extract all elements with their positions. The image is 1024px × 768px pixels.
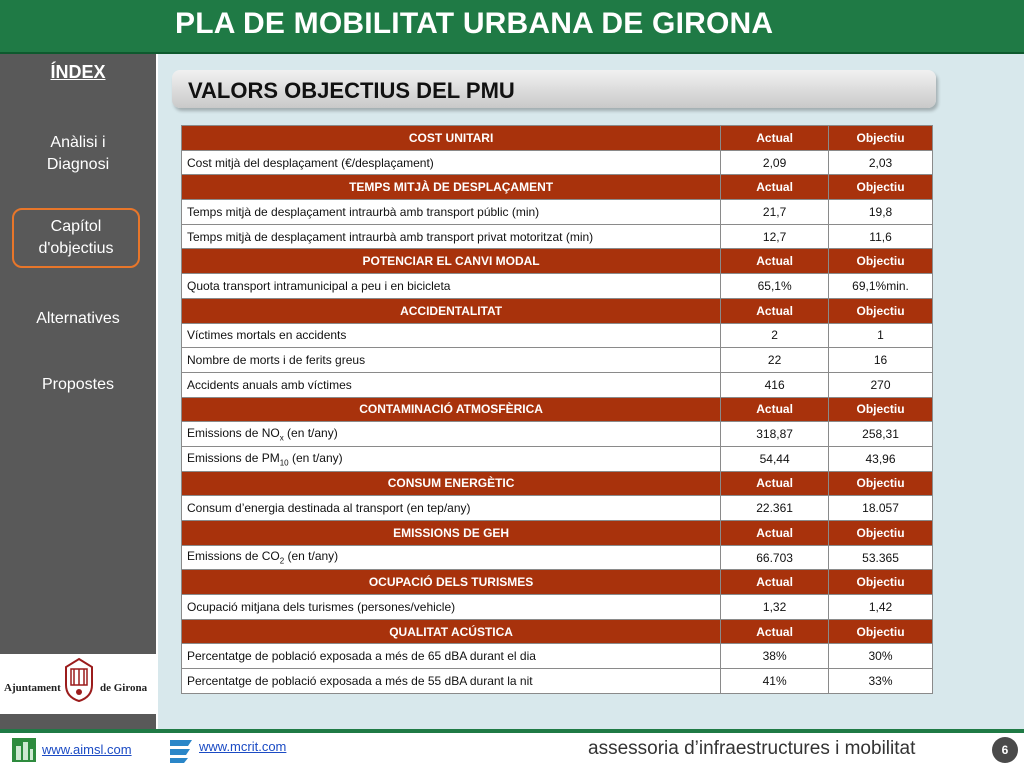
row-label bbox=[182, 422, 721, 447]
page-number-badge: 6 bbox=[992, 737, 1018, 763]
column-header-objectiu: Objectiu bbox=[829, 521, 933, 546]
column-header-actual: Actual bbox=[721, 521, 829, 546]
column-header-actual: Actual bbox=[721, 175, 829, 200]
value-actual: 12,7 bbox=[721, 224, 829, 249]
table-row bbox=[182, 224, 933, 249]
value-objectiu: 258,31 bbox=[829, 422, 933, 447]
table-row bbox=[182, 545, 933, 570]
mcrit-logo-icon bbox=[168, 736, 194, 764]
value-actual: 318,87 bbox=[721, 422, 829, 447]
value-objectiu: 69,1%min. bbox=[829, 274, 933, 299]
row-label: Temps mitjà de desplaçament intraurbà amb transport públic (min) bbox=[182, 200, 721, 225]
section-header-row bbox=[182, 521, 933, 546]
section-header-row bbox=[182, 397, 933, 422]
value-objectiu: 1 bbox=[829, 323, 933, 348]
sidebar-index-heading[interactable]: ÍNDEX bbox=[50, 62, 106, 82]
table-row bbox=[182, 496, 933, 521]
row-label bbox=[182, 545, 721, 570]
column-header-objectiu: Objectiu bbox=[829, 126, 933, 151]
column-header-objectiu: Objectiu bbox=[829, 471, 933, 496]
column-header-objectiu: Objectiu bbox=[829, 397, 933, 422]
section-header-row bbox=[182, 249, 933, 274]
value-actual: 21,7 bbox=[721, 200, 829, 225]
value-actual: 2 bbox=[721, 323, 829, 348]
column-header-actual: Actual bbox=[721, 298, 829, 323]
section-title-box bbox=[172, 70, 936, 108]
sidebar-item-label: Diagnosi bbox=[46, 156, 110, 173]
sidebar bbox=[0, 54, 156, 729]
section-header-row bbox=[182, 570, 933, 595]
aimsl-link[interactable]: www.aimsl.com bbox=[42, 742, 132, 757]
title-bar bbox=[0, 0, 1024, 52]
table-row bbox=[182, 274, 933, 299]
row-label: Víctimes mortals en accidents bbox=[182, 323, 721, 348]
section-header-title: POTENCIAR EL CANVI MODAL bbox=[182, 249, 721, 274]
column-header-actual: Actual bbox=[721, 397, 829, 422]
value-objectiu: 53.365 bbox=[829, 545, 933, 570]
value-actual: 1,32 bbox=[721, 595, 829, 620]
row-label-text: Emissions de CO bbox=[187, 549, 280, 564]
mcrit-link[interactable]: www.mcrit.com bbox=[199, 739, 287, 754]
column-header-actual: Actual bbox=[721, 126, 829, 151]
row-label: Consum d’energia destinada al transport (en tep/any) bbox=[182, 496, 721, 521]
sidebar-item-label: Anàlisi i bbox=[50, 134, 106, 151]
value-actual: 54,44 bbox=[721, 446, 829, 471]
column-header-actual: Actual bbox=[721, 249, 829, 274]
aimsl-logo-icon bbox=[12, 738, 36, 762]
section-header-title: CONTAMINACIÓ ATMOSFÈRICA bbox=[182, 397, 721, 422]
column-header-objectiu: Objectiu bbox=[829, 175, 933, 200]
value-objectiu: 43,96 bbox=[829, 446, 933, 471]
value-actual: 416 bbox=[721, 372, 829, 397]
row-label: Ocupació mitjana dels turismes (persones/vehicle) bbox=[182, 595, 721, 620]
objectives-table bbox=[181, 125, 933, 694]
value-objectiu: 30% bbox=[829, 644, 933, 669]
table-row bbox=[182, 422, 933, 447]
section-header-row bbox=[182, 126, 933, 151]
section-header-row bbox=[182, 175, 933, 200]
sidebar-item-label: Capítol bbox=[50, 218, 102, 235]
row-label-text: (en t/any) bbox=[284, 549, 339, 564]
footer bbox=[0, 733, 1024, 768]
main-content bbox=[158, 54, 1024, 729]
row-label bbox=[182, 446, 721, 471]
column-header-actual: Actual bbox=[721, 471, 829, 496]
sidebar-item-label: Propostes bbox=[41, 376, 115, 393]
value-objectiu: 1,42 bbox=[829, 595, 933, 620]
page-title: PLA DE MOBILITAT URBANA DE GIRONA bbox=[175, 7, 774, 40]
value-objectiu: 18.057 bbox=[829, 496, 933, 521]
value-objectiu: 2,03 bbox=[829, 150, 933, 175]
table-row bbox=[182, 323, 933, 348]
table-row bbox=[182, 595, 933, 620]
column-header-actual: Actual bbox=[721, 619, 829, 644]
logo-text-left: Ajuntament bbox=[4, 682, 61, 694]
sidebar-item-alternatives[interactable] bbox=[0, 308, 156, 330]
column-header-objectiu: Objectiu bbox=[829, 249, 933, 274]
sidebar-item-analisi[interactable] bbox=[0, 132, 156, 176]
row-label-subscript: 2 bbox=[279, 556, 285, 566]
table-row bbox=[182, 644, 933, 669]
value-actual: 38% bbox=[721, 644, 829, 669]
value-actual: 22 bbox=[721, 348, 829, 373]
table-row bbox=[182, 348, 933, 373]
section-header-row bbox=[182, 298, 933, 323]
table-row bbox=[182, 669, 933, 694]
value-objectiu: 11,6 bbox=[829, 224, 933, 249]
row-label: Percentatge de població exposada a més de 55 dBA durant la nit bbox=[182, 669, 721, 694]
girona-seal-icon bbox=[62, 657, 96, 703]
footer-tagline: assessoria d’infraestructures i mobilitat bbox=[588, 738, 916, 759]
sidebar-item-label: Alternatives bbox=[36, 310, 120, 327]
section-header-row bbox=[182, 471, 933, 496]
section-header-title: TEMPS MITJÀ DE DESPLAÇAMENT bbox=[182, 175, 721, 200]
section-header-title: OCUPACIÓ DELS TURISMES bbox=[182, 570, 721, 595]
value-actual: 41% bbox=[721, 669, 829, 694]
row-label-subscript: x bbox=[279, 433, 284, 443]
section-title: VALORS OBJECTIUS DEL PMU bbox=[188, 78, 515, 103]
section-header-title: EMISSIONS DE GEH bbox=[182, 521, 721, 546]
table-row bbox=[182, 372, 933, 397]
row-label: Quota transport intramunicipal a peu i en bicicleta bbox=[182, 274, 721, 299]
row-label-text: (en t/any) bbox=[288, 450, 343, 465]
value-actual: 65,1% bbox=[721, 274, 829, 299]
building-icon bbox=[12, 738, 36, 762]
value-objectiu: 270 bbox=[829, 372, 933, 397]
row-label: Accidents anuals amb víctimes bbox=[182, 372, 721, 397]
ajuntament-logo bbox=[0, 654, 156, 714]
column-header-actual: Actual bbox=[721, 570, 829, 595]
value-actual: 2,09 bbox=[721, 150, 829, 175]
row-label: Cost mitjà del desplaçament (€/desplaçament) bbox=[182, 150, 721, 175]
table-row bbox=[182, 150, 933, 175]
section-header-title: COST UNITARI bbox=[182, 126, 721, 151]
value-objectiu: 16 bbox=[829, 348, 933, 373]
value-objectiu: 33% bbox=[829, 669, 933, 694]
row-label-text: Emissions de PM bbox=[187, 450, 280, 465]
column-header-objectiu: Objectiu bbox=[829, 570, 933, 595]
section-header-title: QUALITAT ACÚSTICA bbox=[182, 619, 721, 644]
value-objectiu: 19,8 bbox=[829, 200, 933, 225]
column-header-objectiu: Objectiu bbox=[829, 619, 933, 644]
row-label: Percentatge de població exposada a més de 65 dBA durant el dia bbox=[182, 644, 721, 669]
sidebar-item-label: d'objectius bbox=[38, 240, 114, 257]
row-label-subscript: 10 bbox=[279, 457, 289, 467]
sidebar-item-capitol[interactable] bbox=[12, 208, 140, 268]
row-label: Nombre de morts i de ferits greus bbox=[182, 348, 721, 373]
sidebar-item-propostes[interactable] bbox=[0, 374, 156, 396]
value-actual: 22.361 bbox=[721, 496, 829, 521]
logo-text-right: de Girona bbox=[100, 682, 148, 694]
row-label-text: Emissions de NO bbox=[187, 425, 280, 440]
row-label: Temps mitjà de desplaçament intraurbà amb transport privat motoritzat (min) bbox=[182, 224, 721, 249]
table-row bbox=[182, 446, 933, 471]
section-header-title: ACCIDENTALITAT bbox=[182, 298, 721, 323]
section-header-row bbox=[182, 619, 933, 644]
table-row bbox=[182, 200, 933, 225]
section-header-title: CONSUM ENERGÈTIC bbox=[182, 471, 721, 496]
column-header-objectiu: Objectiu bbox=[829, 298, 933, 323]
value-actual: 66.703 bbox=[721, 545, 829, 570]
row-label-text: (en t/any) bbox=[283, 425, 338, 440]
